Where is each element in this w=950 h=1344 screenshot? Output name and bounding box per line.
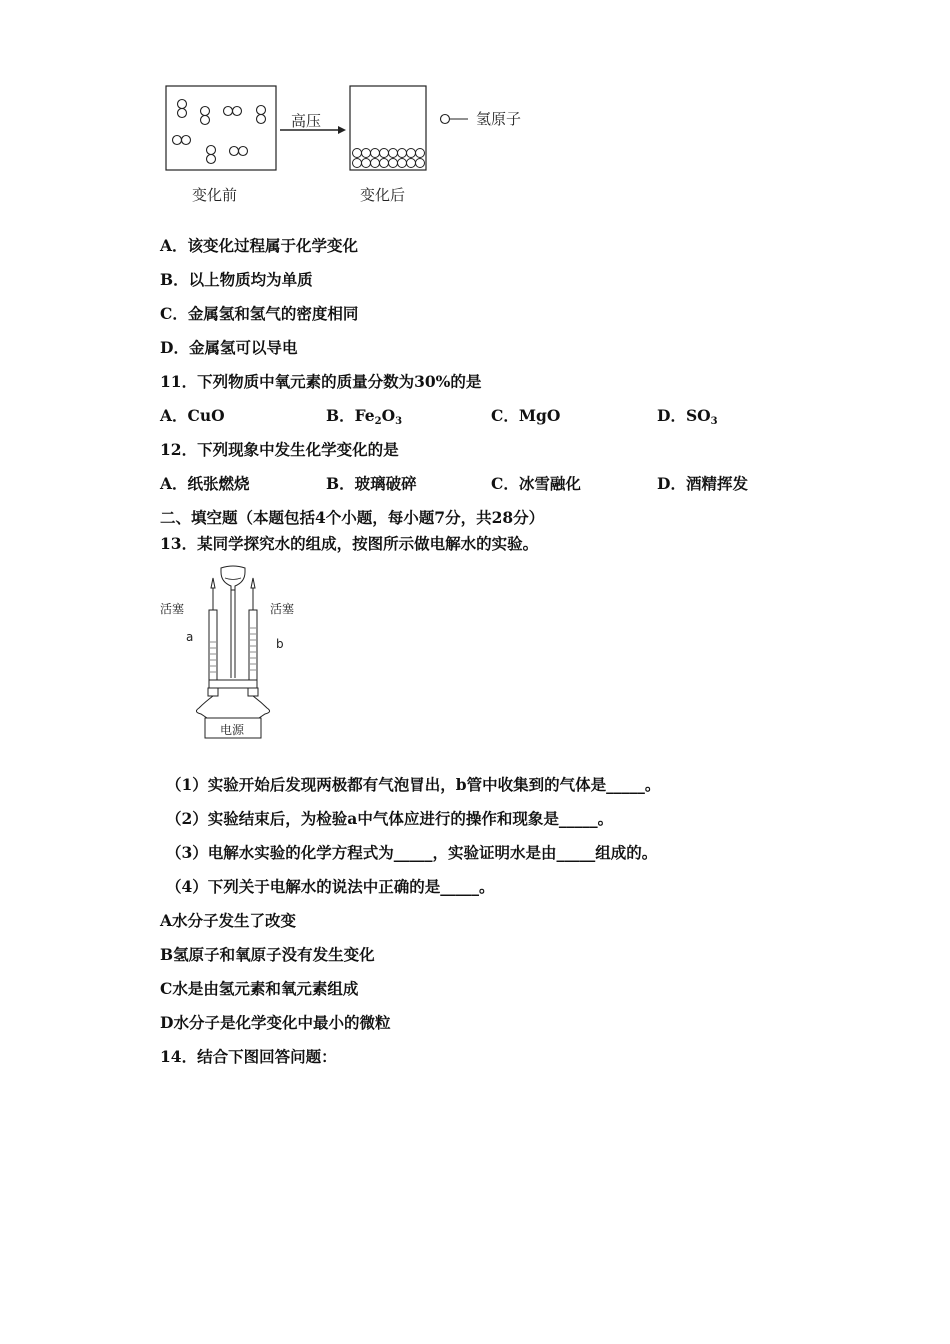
valve-left-label: 活塞	[160, 602, 185, 616]
q13-option-c: C水是由氢元素和氧元素组成	[160, 979, 359, 998]
q13-stem: 13．某同学探究水的组成，按图所示做电解水的实验。	[160, 534, 539, 553]
q11-d-prefix: D．SO	[657, 406, 711, 425]
legend-label: 氢原子	[476, 110, 522, 128]
section-2-heading: 二、填空题（本题包括4个小题，每小题7分，共28分）	[160, 508, 545, 527]
q11-stem: 11．下列物质中氧元素的质量分数为30%的是	[160, 372, 482, 391]
hydrogen-molecules-before	[173, 100, 266, 164]
q12-option-d: D．酒精挥发	[657, 474, 748, 493]
arrow-label: 高压	[291, 112, 322, 130]
right-tube	[249, 610, 257, 680]
wire-right	[253, 696, 270, 718]
left-tube	[209, 610, 217, 680]
bottom-connection	[209, 680, 257, 688]
q11-b-sub1: 2	[374, 416, 382, 427]
q11-b-mid: O	[381, 406, 396, 425]
q11-d-sub: 3	[710, 416, 718, 427]
funnel-reservoir	[221, 566, 245, 590]
power-label: 电源	[220, 723, 245, 737]
q11-option-d	[657, 406, 718, 432]
q10-option-b: B．以上物质均为单质	[160, 270, 313, 289]
valve-right-label: 活塞	[270, 602, 295, 616]
q13-part-1: （1）实验开始后发现两极都有气泡冒出，b管中收集到的气体是_____。	[166, 775, 661, 794]
before-box	[166, 86, 276, 170]
q11-b-prefix: B．Fe	[326, 406, 375, 425]
q10-option-a: A．该变化过程属于化学变化	[160, 236, 359, 255]
q14-stem: 14．结合下图回答问题：	[160, 1047, 337, 1066]
q10-option-d: D．金属氢可以导电	[160, 338, 298, 357]
q11-b-sub2: 3	[395, 416, 403, 427]
q13-option-d: D水分子是化学变化中最小的微粒	[160, 1013, 391, 1032]
q11-option-a: A．CuO	[160, 406, 225, 425]
hydrogen-atoms-after	[353, 149, 425, 168]
q13-option-b: B氢原子和氧原子没有发生变化	[160, 945, 375, 964]
q12-stem: 12．下列现象中发生化学变化的是	[160, 440, 399, 459]
q13-part-3: （3）电解水实验的化学方程式为_____，实验证明水是由_____组成的。	[166, 843, 658, 862]
q13-option-a: A水分子发生了改变	[160, 911, 297, 930]
q12-option-c: C．冰雪融化	[491, 474, 581, 493]
electrolysis-apparatus-figure	[185, 562, 295, 744]
wire-left	[196, 696, 213, 718]
arrow-head	[338, 126, 346, 134]
q10-option-c: C．金属氢和氢气的密度相同	[160, 304, 359, 323]
tube-b-label: b	[276, 637, 284, 651]
hydrogen-atom-legend-icon	[441, 115, 450, 124]
after-label: 变化后	[360, 186, 406, 204]
q12-option-a: A．纸张燃烧	[160, 474, 250, 493]
q12-option-b: B．玻璃破碎	[326, 474, 417, 493]
tube-a-label: a	[186, 630, 194, 644]
before-label: 变化前	[192, 186, 238, 204]
q13-part-4: （4）下列关于电解水的说法中正确的是_____。	[166, 877, 495, 896]
after-box	[350, 86, 426, 170]
q11-option-c: C．MgO	[491, 406, 561, 425]
q13-part-2: （2）实验结束后，为检验a中气体应进行的操作和现象是_____。	[166, 809, 614, 828]
q11-option-b	[326, 406, 402, 432]
hydrogen-pressure-figure	[160, 80, 560, 180]
